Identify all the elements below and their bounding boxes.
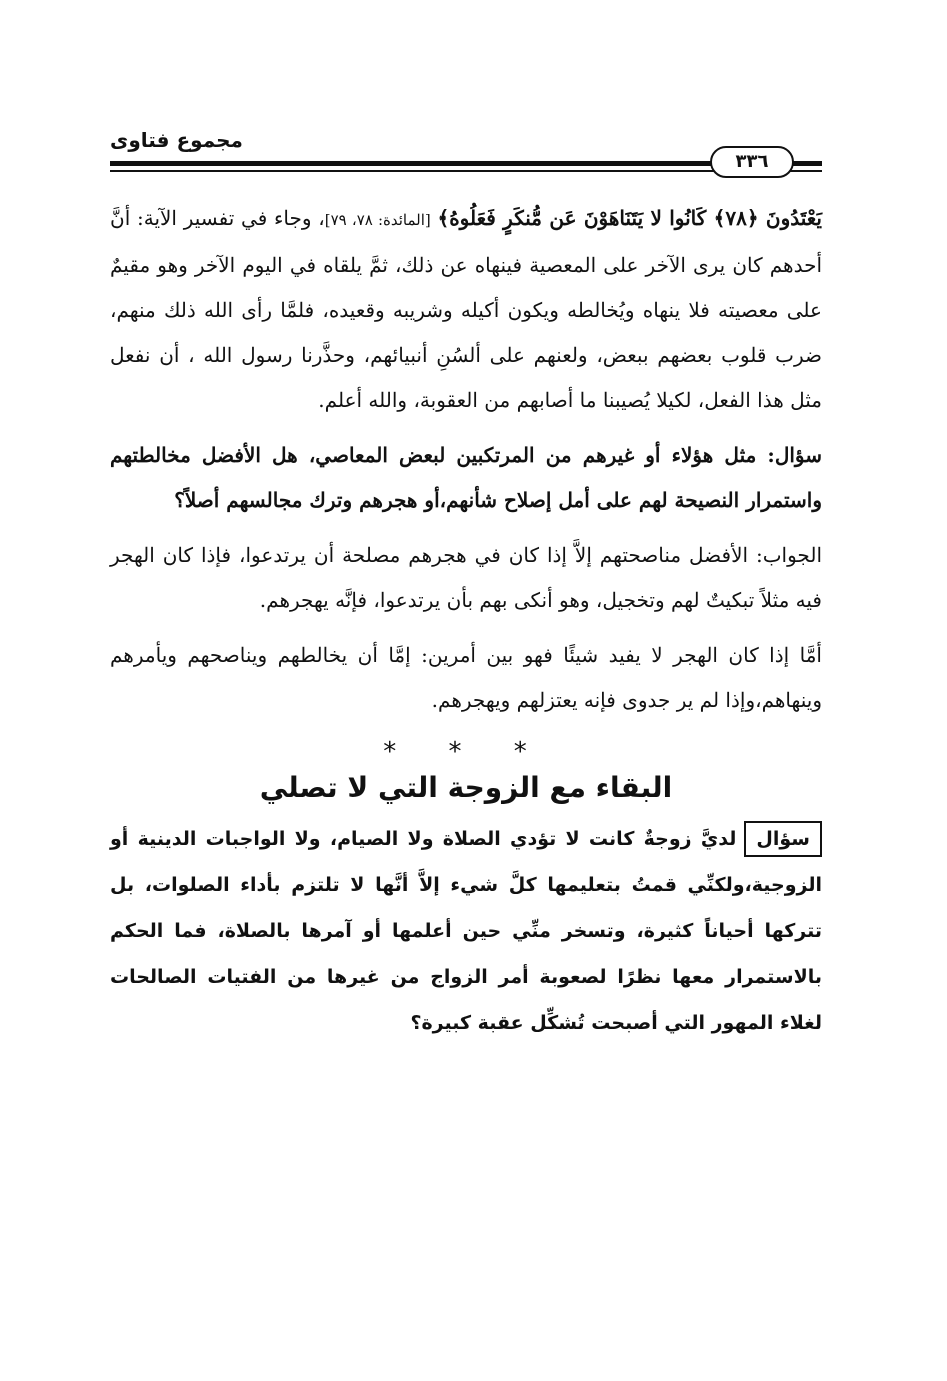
- page-content: [110, 196, 822, 1046]
- question-label-box: سؤال: [744, 821, 822, 857]
- verse-reference: [المائدة: ٧٨، ٧٩]: [324, 211, 431, 229]
- section-title: البقاء مع الزوجة التي لا تصلي: [259, 771, 673, 804]
- page-header: [110, 128, 822, 180]
- question-2-block: [110, 816, 822, 1046]
- answer-1: الجواب: الأفضل مناصحتهم إلاَّ إذا كان في هجرهم مصلحة أن يرتدعوا، فإذا كان الهجر فيه مثلاً تبكيتٌ لهم وتخجيل، وهو أنكى بهم بأن يرتدعوا، فإنَّه يهجرهم.: [110, 543, 822, 612]
- question-1: سؤال: مثل هؤلاء أو غيرهم من المرتكبين لبعض المعاصي، هل الأفضل مخالطتهم واستمرار النصيحة لهم على أمل إصلاح شأنهم،أو هجرهم وترك مجالسهم أصلاً؟: [110, 443, 822, 512]
- book-title: مجموع فتاوى: [110, 128, 243, 152]
- question-2: [110, 816, 822, 1046]
- tafsir-text: ، وجاء في تفسير الآية: أنَّ أحدهم كان يرى الآخر على المعصية فينهاه عن ذلك، ثمَّ يلقاه في اليوم الآخر وهو مقيمٌ على معصيته فلا ينهاه ويُخالطه ويكون أكيله وشريبه وقعيده، فلمَّا رأى الله ذلك منهم، ضرب قلوب بعضهم ببعض، ولعنهم على ألسُنِ أنبيائهم، وحذَّرنا رسول الله ، أن نفعل مثل هذا الفعل، لكيلا يُصيبنا ما أصابهم من العقوبة، والله أعلم.: [110, 206, 822, 412]
- answer-2: أمَّا إذا كان الهجر لا يفيد شيئًا فهو بين أمرين: إمَّا أن يخالطهم ويناصحهم ويأمرهم وينهاهم،وإذا لم ير جدوى فإنه يعتزلهم ويهجرهم.: [110, 643, 822, 712]
- page-number: ٣٣٦: [710, 146, 794, 178]
- paragraph-tafsir: [110, 196, 822, 423]
- quran-verse: يَعْتَدُونَ ﴿٧٨﴾ كَانُوا لا يَتَنَاهَوْنَ عَن مُّنكَرٍ فَعَلُوهُ﴾: [437, 206, 822, 230]
- section-separator: * * *: [383, 737, 549, 767]
- question-2-text: لديَّ زوجةٌ كانت لا تؤدي الصلاة ولا الصيام، ولا الواجبات الدينية أو الزوجية،ولكنِّي قمتُ بتعليمها كلَّ شيء إلاَّ أنَّها لا تلتزم بأداء الصلوات، بل تتركها أحياناً كثيرة، وتسخر منِّي حين أعلمها أو آمرها بالصلاة، فما الحكم بالاستمرار معها نظرًا لصعوبة أمر الزواج من غيرها من الفتيات الصالحات لغلاء المهور التي أصبحت تُشكِّل عقبة كبيرة؟: [110, 828, 822, 1034]
